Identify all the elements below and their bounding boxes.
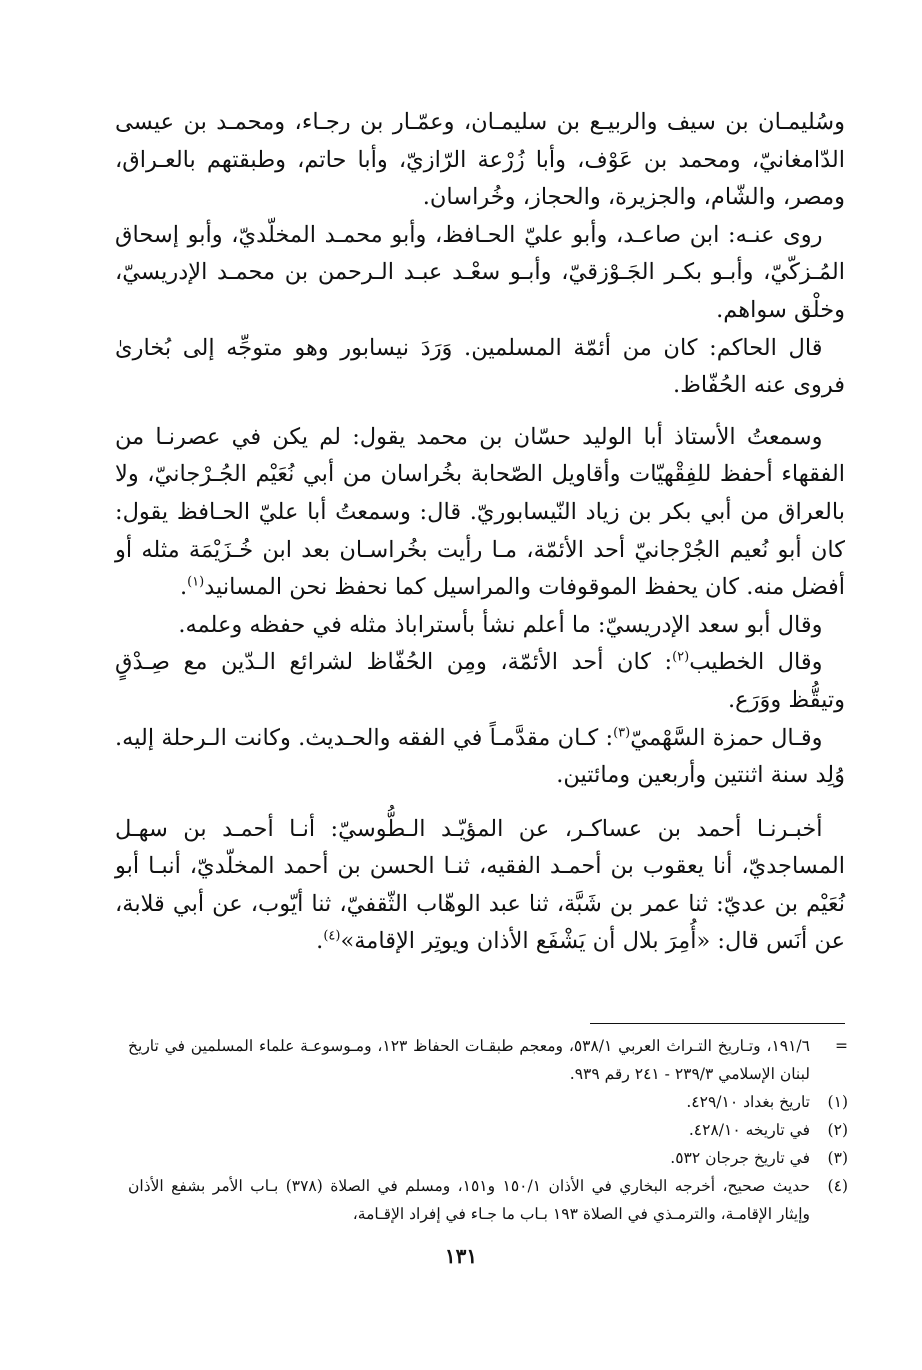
paragraph-khatib: وقال الخطيب$^{(٢)}$: كان أحد الأئمّة، ومِن الحُفّاظ لشرائع الـدّين مع صِـدْقٍ وتيقُّظ ووَرَع. [115,649,845,713]
paragraph-gap [115,405,845,419]
footnote-2 [128,1116,848,1144]
footnote-mark: = [835,1037,848,1055]
main-text [115,104,845,961]
footnote-1 [128,1088,848,1116]
footnote-ref-3: (٣) [613,725,631,740]
footnote-text: تاريخ بغداد ٤٢٩/١٠. [686,1093,810,1111]
paragraph-hassan: وسمعتُ الأستاذ أبا الوليد حسّان بن محمد يقول: لم يكن في عصرنـا من الفقهاء أحفظ للفِقْهيّات وأقاويل الصّحابة بخُراسان من أبي نُعَيْم الجُـرْجانيّ، ولا بالعراق من أبي بكر بن زياد النّيسابوريّ. قال: وسمعتُ أبا عليّ الحـافظ يقول: كان أبو نُعيم الجُرْجانيّ أحد الأئمّة، مـا رأيت بخُراسـان بعد ابن خُـزَيْمَة مثله أو أفضل منه. كان يحفظ الموقوفات والمراسيل كما نحفظ نحن المسانيد$^{(١)}$. [115,423,845,601]
footnote-text: ١٩١/٦، وتـاريخ التـراث العربي ٥٣٨/١، ومعجم طبقـات الحفاظ ١٢٣، ومـوسوعـة علماء المسلمين في تاريخ لبنان الإسلامي ٢٣٩/٣ - ٢٤١ رقم ٩٣٩. [128,1037,810,1083]
footnotes [128,1032,848,1228]
footnote-text: حديث صحيح، أخرجه البخاري في الأذان ١٥٠/١ و١٥١، ومسلم في الصلاة (٣٧٨) بـاب الأمر بشفع الأذان وإيثار الإقامـة، والترمـذي في الصلاة ١٩٣ بـاب ما جـاء في إفراد الإقـامة، [128,1177,810,1223]
footnote-3 [128,1144,848,1172]
footnote-mark: (٢) [827,1121,848,1139]
footnote-ref-1: (١) [187,574,205,590]
footnote-divider [590,1023,845,1024]
footnote-4 [128,1172,848,1228]
paragraph-hadith: أخبـرنـا أحمد بن عساكـر، عن المؤيّـد الـطُّوسيّ: أنـا أحمـد بن سهـل المساجديّ، أنا يعقوب بن أحمـد الفقيه، ثنـا الحسن بن أحمد المخلّديّ، أنبـا أبو نُعَيْم بن عديّ: ثنا عمر بن شَبَّة، ثنا عبد الوهّاب الثّقفيّ، ثنا أيّوب، عن أبي قلابة، عن أنَس قال: «أُمِرَ بلال أن يَشْفَع الأذان ويوتِر الإقامة»$^{(٤)}$. [115,815,845,955]
paragraph-idrisi: وقال أبو سعد الإدريسيّ: ما أعلم نشأ بأستراباذ مثله في حفظه وعلمه. [178,611,823,638]
footnote-continued [128,1032,848,1088]
page-number: ١٣١ [444,1244,478,1268]
footnote-mark: (٤) [827,1177,848,1195]
paragraph-gap [115,795,845,811]
paragraph-sahmi: وقـال حمزة السَّهْميّ$^{(٣)}$: كـان مقدَّمـاً في الفقه والحـديث. وكانت الـرحلة إليه. وُلِد سنة اثنتين وأربعين ومائتين. [115,724,845,789]
footnote-text: في تاريخه ٤٢٨/١٠. [688,1121,810,1139]
footnote-ref-4: (٤) [323,928,341,944]
paragraph-narrators: روى عنـه: ابن صاعـد، وأبو عليّ الحـافظ، وأبو محمـد المخلّديّ، وأبو إسحاق المُـزكّيّ، وأبـو بكـر الجَـوْزقيّ، وأبـو سعْـد عبـد الـرحمن بن محمـد الإدريسيّ، وخلْق سواهم. [115,221,845,323]
paragraph-hakim: قال الحاكم: كان من أئمّة المسلمين. وَرَدَ نيسابور وهو متوجِّه إلى بُخارىٰ فروى عنه الحُفّاظ. [115,334,845,399]
footnote-text: في تاريخ جرجان ٥٣٢. [670,1149,810,1167]
footnote-ref-2: (٢) [672,649,690,665]
footnote-mark: (٣) [827,1149,848,1167]
paragraph-teachers: وسُليمـان بن سيف والربيـع بن سليمـان، وعمّـار بن رجـاء، ومحمـد بن عيسى الدّامغانيّ، ومحمد بن عَوْف، وأبا زُرْعة الرّازيّ، وأبا حاتم، وطبقتهم بالعـراق، ومصر، والشّام، والجزيرة، والحجاز، وخُراسان. [115,109,845,211]
footnote-mark: (١) [827,1093,848,1111]
